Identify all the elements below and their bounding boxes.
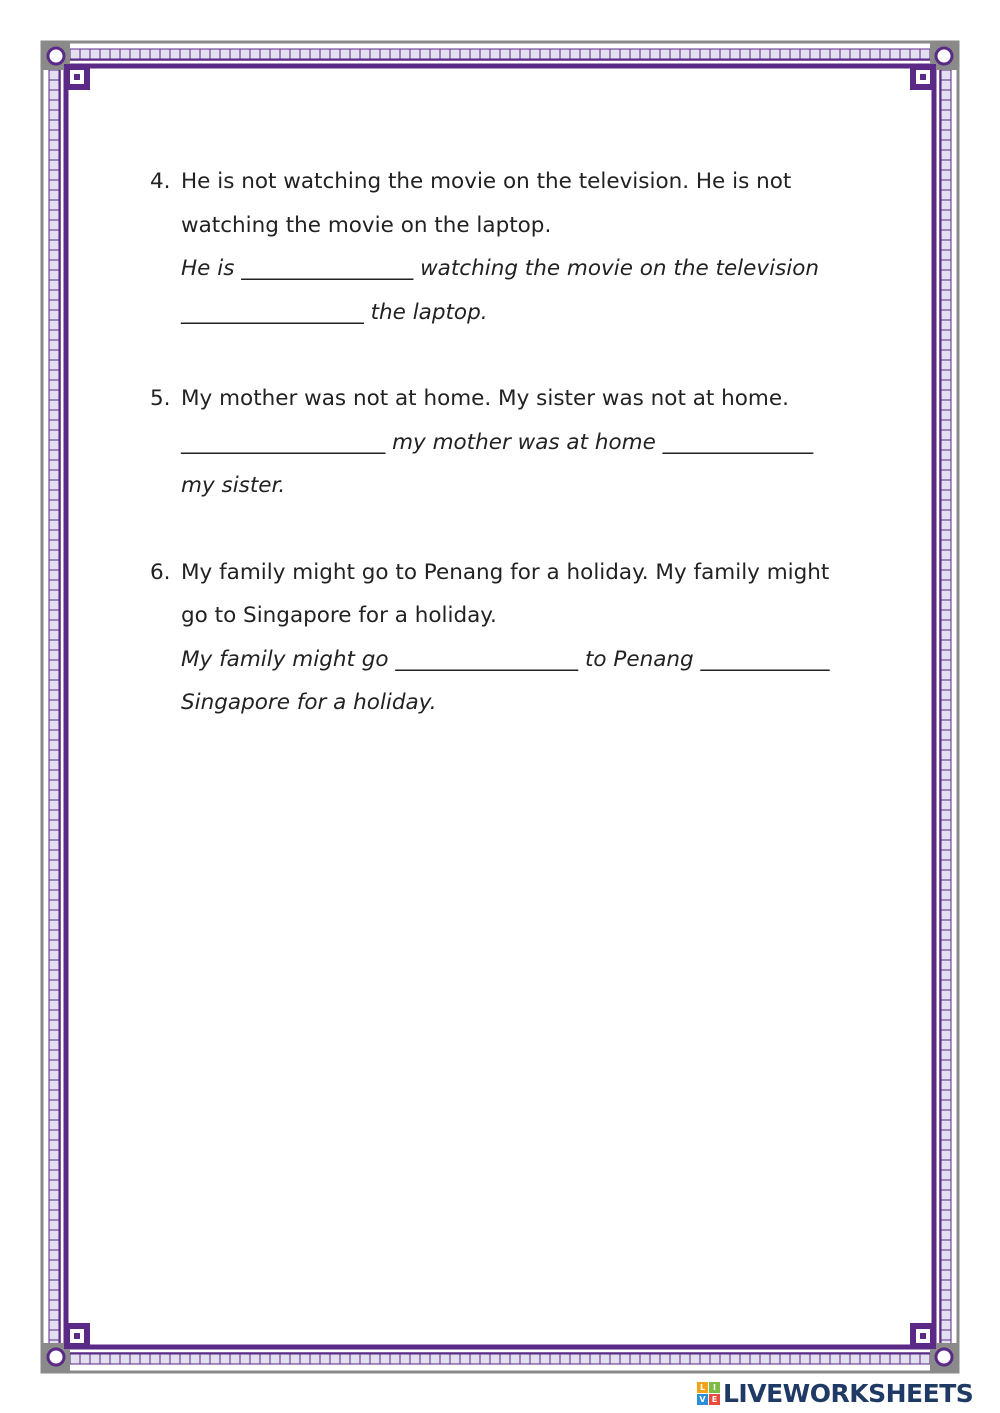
question-line: [181, 377, 890, 421]
question-line: [181, 464, 890, 508]
question-line: [181, 594, 890, 638]
left-band: [49, 60, 59, 1353]
question-text: watching the movie on the laptop.: [181, 212, 552, 238]
corner-circle-icon: [936, 48, 952, 64]
answer-prompt-text: My family might go: [181, 646, 396, 672]
answer-prompt-text: watching the movie on the television: [413, 256, 820, 281]
question-4: [150, 160, 890, 334]
logo-badge-letter: E: [709, 1394, 720, 1405]
question-line: [181, 204, 890, 248]
question-text: go to Singapore for a holiday.: [181, 603, 497, 628]
answer-blank[interactable]: ________________: [241, 256, 414, 281]
answer-prompt-text: He is: [181, 256, 242, 281]
question-number: 6.: [150, 559, 171, 585]
answer-prompt-text: my mother was at home: [385, 429, 663, 455]
answer-prompt-text: Singapore for a holiday.: [181, 690, 437, 715]
question-text: My family might go to Penang for a holiday. My family might: [181, 559, 830, 585]
logo-text: LIVEWORKSHEETS: [723, 1378, 974, 1408]
question-text: My mother was not at home. My sister was not at home.: [181, 386, 789, 411]
answer-blank[interactable]: ____________: [700, 646, 830, 672]
corner-circle-icon: [48, 1349, 64, 1365]
question-5: [150, 377, 890, 508]
question-6: [150, 551, 890, 725]
answer-blank[interactable]: _________________: [395, 646, 579, 672]
answer-blank[interactable]: _________________: [181, 299, 364, 325]
question-number: 5.: [150, 386, 171, 411]
corner-circle-icon: [936, 1349, 952, 1365]
right-band: [941, 60, 951, 1353]
liveworksheets-logo: [697, 1378, 973, 1408]
answer-prompt-text: the laptop.: [363, 299, 488, 325]
question-line: [181, 247, 890, 291]
answer-prompt-text: my sister.: [181, 473, 286, 498]
question-line: [181, 421, 890, 465]
question-line: [181, 681, 890, 725]
question-text: He is not watching the movie on the television. He is not: [181, 169, 792, 194]
logo-badge-letter: V: [697, 1394, 708, 1405]
question-line: [181, 638, 890, 682]
answer-blank[interactable]: ___________________: [181, 429, 386, 455]
logo-badge-letter: L: [697, 1382, 708, 1393]
question-line: [181, 291, 890, 335]
question-list: [150, 160, 890, 768]
answer-blank[interactable]: ______________: [662, 429, 814, 455]
question-line: [181, 160, 890, 204]
answer-prompt-text: to Penang: [578, 646, 701, 672]
corner-circle-icon: [48, 48, 64, 64]
logo-badge-letter: I: [709, 1382, 720, 1393]
question-line: [181, 551, 890, 595]
question-number: 4.: [150, 169, 171, 194]
logo-badge-icon: [697, 1382, 720, 1405]
